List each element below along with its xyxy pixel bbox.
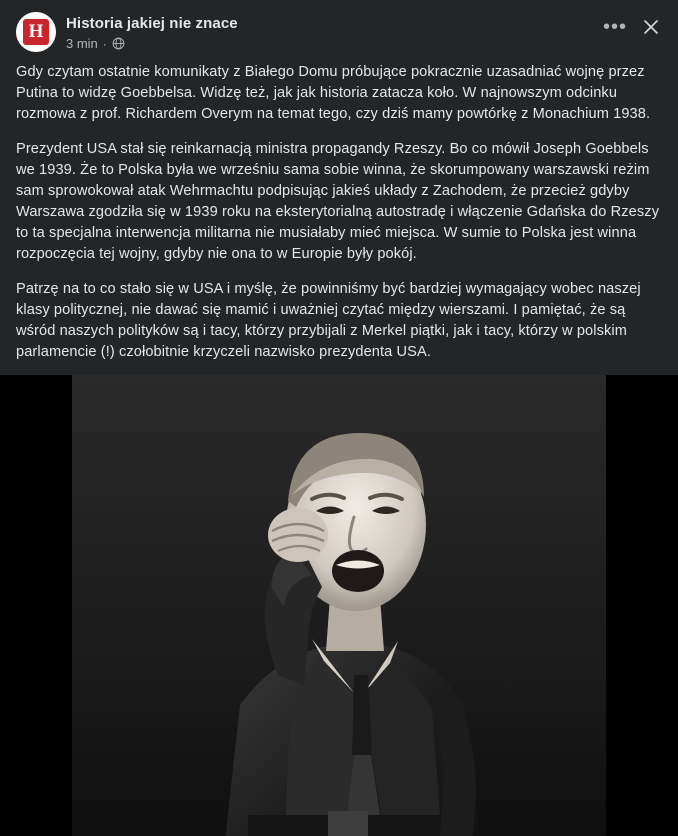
globe-icon xyxy=(112,37,125,50)
post-body xyxy=(0,58,678,363)
post-photo[interactable] xyxy=(72,375,606,836)
avatar[interactable] xyxy=(16,12,56,52)
post-image-container[interactable] xyxy=(0,375,678,836)
close-icon[interactable] xyxy=(640,16,662,38)
post-header-text xyxy=(66,12,604,51)
post-header xyxy=(0,0,678,58)
page-name[interactable]: Historia jakiej nie znace xyxy=(66,15,238,32)
post-timestamp[interactable]: 3 min xyxy=(66,36,98,51)
post-header-actions xyxy=(604,12,662,38)
avatar-inner xyxy=(16,12,56,52)
post-paragraph-1: Gdy czytam ostatnie komunikaty z Białego Domu próbujące pokracznie uzasadniać wojnę przez Putina to widzę Goebbelsa. Widzę też, jak jak historia zatacza koło. W najnowszym odcinku rozmowa z prof. Richardem Overym na temat tego, czy dziś mamy powtórkę z Monachium 1938. xyxy=(16,64,651,122)
post-paragraph-2: Prezydent USA stał się reinkarnacją ministra propagandy Rzeszy. Bo co mówił Joseph Goebbels we 1939. Że to Polska była we wrześniu sama sobie winna, że skorumpowany warszawski reżim sam sprowokował atak Wehrmachtu podpisując jakieś układy z Zachodem, że przecież gdyby Warszawa zgodziła się w 1939 roku na eksterytorialną autostradę i włączenie Gdańska do Rzeszy to ta specjalna interwencja militarna nie musiałaby mieć miejsca. W sumie to Polska jest winna rozpoczęcia tej wojny, gdyby nie ona to w Europie były pokój. xyxy=(16,141,660,262)
post-meta xyxy=(66,36,604,51)
more-options-icon[interactable]: ••• xyxy=(603,16,628,38)
meta-separator: · xyxy=(102,36,107,51)
page-logo-letter: H xyxy=(23,19,49,45)
post-paragraph-3: Patrzę na to co stało się w USA i myślę, że powinniśmy być bardziej wymagający wobec naszej klasy politycznej, nie dawać się mamić i uważniej czytać między wierszami. I pamiętać, że są wśród naszych polityków są i tacy, którzy przybijali z Merkel piątki, jak i tacy, którzy w polskim parlamencie (!) czołobitnie krzyczeli nazwisko prezydenta USA. xyxy=(16,281,641,360)
